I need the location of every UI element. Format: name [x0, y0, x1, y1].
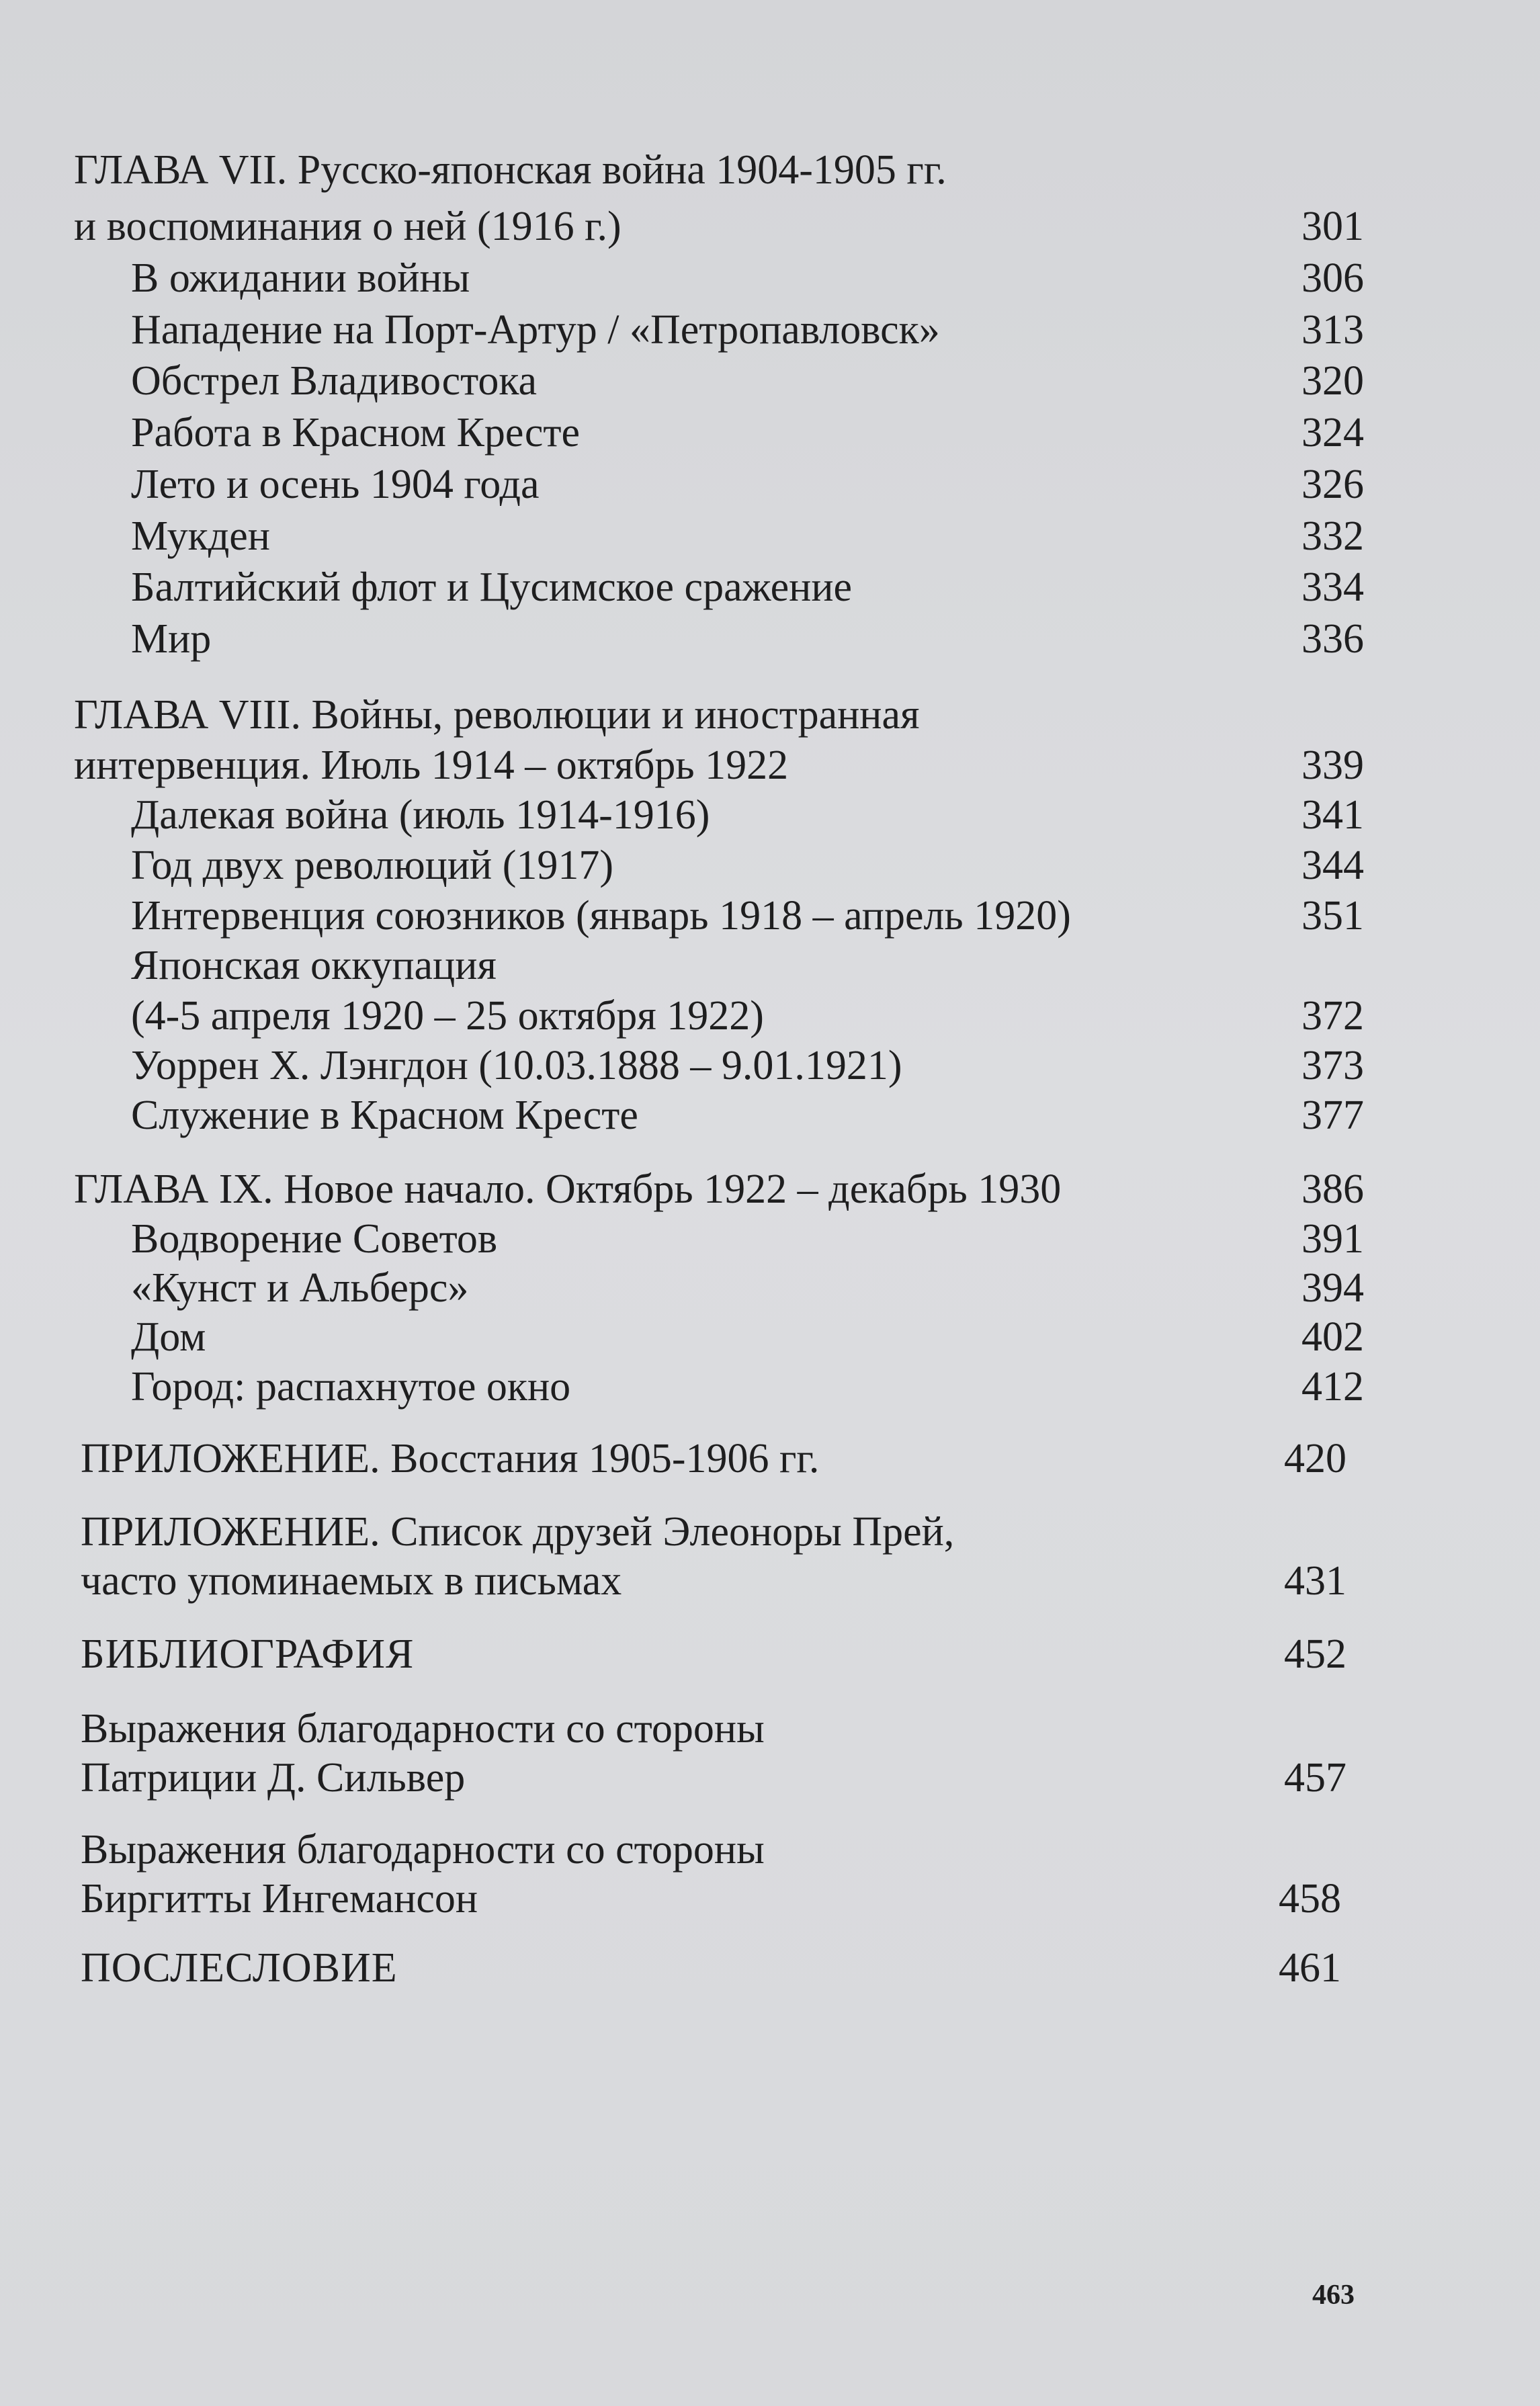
- page-number: 324: [1301, 410, 1364, 456]
- appendix-entry: [0, 1941, 1540, 1995]
- appendix-title: Выражения благодарности со стороны: [81, 1827, 765, 1873]
- section-entry: [0, 788, 1540, 842]
- chapter-title: ГЛАВА IX. Новое начало. Октябрь 1922 – декабрь 1930: [74, 1166, 1062, 1212]
- section-entry: [0, 1261, 1540, 1315]
- section-entry: [0, 1039, 1540, 1092]
- page-number: 420: [1284, 1436, 1346, 1481]
- section-title: Японская оккупация: [131, 943, 497, 988]
- page-number: 377: [1301, 1092, 1364, 1138]
- page-number: 373: [1301, 1043, 1364, 1088]
- section-title: Далекая война (июль 1914-1916): [131, 792, 710, 838]
- section-entry: [0, 1088, 1540, 1142]
- appendix-entry: [0, 1702, 1540, 1756]
- page-number: 372: [1301, 993, 1364, 1039]
- page-number: 301: [1301, 204, 1364, 249]
- page-number: 394: [1301, 1265, 1364, 1311]
- chapter-heading-cont: [0, 738, 1540, 792]
- section-entry: [0, 612, 1540, 666]
- section-title: Уоррен Х. Лэнгдон (10.03.1888 – 9.01.1921): [131, 1043, 902, 1088]
- section-entry: [0, 560, 1540, 614]
- appendix-title: Биргитты Ингемансон: [81, 1876, 478, 1922]
- page-number: 412: [1301, 1364, 1364, 1410]
- appendix-entry: [0, 1505, 1540, 1559]
- section-title: В ожидании войны: [131, 255, 470, 301]
- page-number: 431: [1284, 1558, 1346, 1604]
- page-number: 336: [1301, 616, 1364, 662]
- page-number: 320: [1301, 358, 1364, 404]
- section-title: Работа в Красном Кресте: [131, 410, 581, 456]
- section-entry: [0, 509, 1540, 563]
- section-entry: [0, 839, 1540, 892]
- section-title: Обстрел Владивостока: [131, 358, 538, 404]
- section-entry: [0, 1360, 1540, 1414]
- section-entry: [0, 406, 1540, 460]
- section-title: Город: распахнутое окно: [131, 1364, 571, 1410]
- appendix-entry-cont: [0, 1872, 1540, 1926]
- appendix-entry: [0, 1432, 1540, 1486]
- chapter-heading: [0, 143, 1540, 197]
- page-number: 326: [1301, 462, 1364, 507]
- appendix-entry: [0, 1627, 1540, 1681]
- section-title: (4-5 апреля 1920 – 25 октября 1922): [131, 993, 764, 1039]
- section-title: Год двух революций (1917): [131, 843, 613, 888]
- page-number: 341: [1301, 792, 1364, 838]
- page-number: 313: [1301, 307, 1364, 353]
- section-entry: [0, 939, 1540, 992]
- page-number: 306: [1301, 255, 1364, 301]
- section-title: Интервенция союзников (январь 1918 – апрель 1920): [131, 893, 1071, 939]
- section-title: Лето и осень 1904 года: [131, 462, 540, 507]
- chapter-title: интервенция. Июль 1914 – октябрь 1922: [74, 742, 789, 788]
- page-number: 461: [1279, 1945, 1341, 1991]
- appendix-title: БИБЛИОГРАФИЯ: [81, 1631, 415, 1677]
- section-entry: [0, 303, 1540, 357]
- section-entry: [0, 1212, 1540, 1266]
- section-title: Служение в Красном Кресте: [131, 1092, 638, 1138]
- section-title: «Кунст и Альберс»: [131, 1265, 469, 1311]
- section-title: Нападение на Порт-Артур / «Петропавловск»: [131, 307, 940, 353]
- appendix-title: ПРИЛОЖЕНИЕ. Восстания 1905-1906 гг.: [81, 1436, 820, 1481]
- page-number: 391: [1301, 1216, 1364, 1262]
- page-number: 452: [1284, 1631, 1346, 1677]
- appendix-entry-cont: [0, 1554, 1540, 1608]
- appendix-entry: [0, 1823, 1540, 1877]
- section-entry: [0, 458, 1540, 511]
- folio-page-number: 463: [1312, 2280, 1355, 2311]
- chapter-heading-cont: [0, 200, 1540, 253]
- page-number: 332: [1301, 513, 1364, 559]
- section-entry-cont: [0, 989, 1540, 1043]
- section-entry: [0, 889, 1540, 943]
- page-number: 334: [1301, 564, 1364, 610]
- page-number: 458: [1279, 1876, 1341, 1922]
- section-title: Балтийский флот и Цусимское сражение: [131, 564, 853, 610]
- chapter-heading: [0, 1162, 1540, 1216]
- section-title: Водворение Советов: [131, 1216, 498, 1262]
- section-entry: [0, 1310, 1540, 1364]
- appendix-entry-cont: [0, 1751, 1540, 1805]
- appendix-title: часто упоминаемых в письмах: [81, 1558, 622, 1604]
- appendix-title: Выражения благодарности со стороны: [81, 1706, 765, 1752]
- appendix-title: ПРИЛОЖЕНИЕ. Список друзей Элеоноры Прей,: [81, 1509, 955, 1555]
- page-number: 344: [1301, 843, 1364, 888]
- section-entry: [0, 354, 1540, 408]
- appendix-title: Патриции Д. Сильвер: [81, 1755, 466, 1801]
- page-number: 457: [1284, 1755, 1346, 1801]
- chapter-title: ГЛАВА VII. Русско-японская война 1904-1905 гг.: [74, 147, 947, 193]
- page-number: 402: [1301, 1314, 1364, 1360]
- section-title: Дом: [131, 1314, 206, 1360]
- chapter-title: и воспоминания о ней (1916 г.): [74, 204, 622, 249]
- chapter-title: ГЛАВА VIII. Войны, революции и иностранная: [74, 692, 920, 738]
- page-number: 339: [1301, 742, 1364, 788]
- appendix-title: ПОСЛЕСЛОВИЕ: [81, 1945, 398, 1991]
- section-entry: [0, 251, 1540, 305]
- page-number: 351: [1301, 893, 1364, 939]
- section-title: Мир: [131, 616, 212, 662]
- section-title: Мукден: [131, 513, 270, 559]
- chapter-heading: [0, 688, 1540, 742]
- page-number: 386: [1301, 1166, 1364, 1212]
